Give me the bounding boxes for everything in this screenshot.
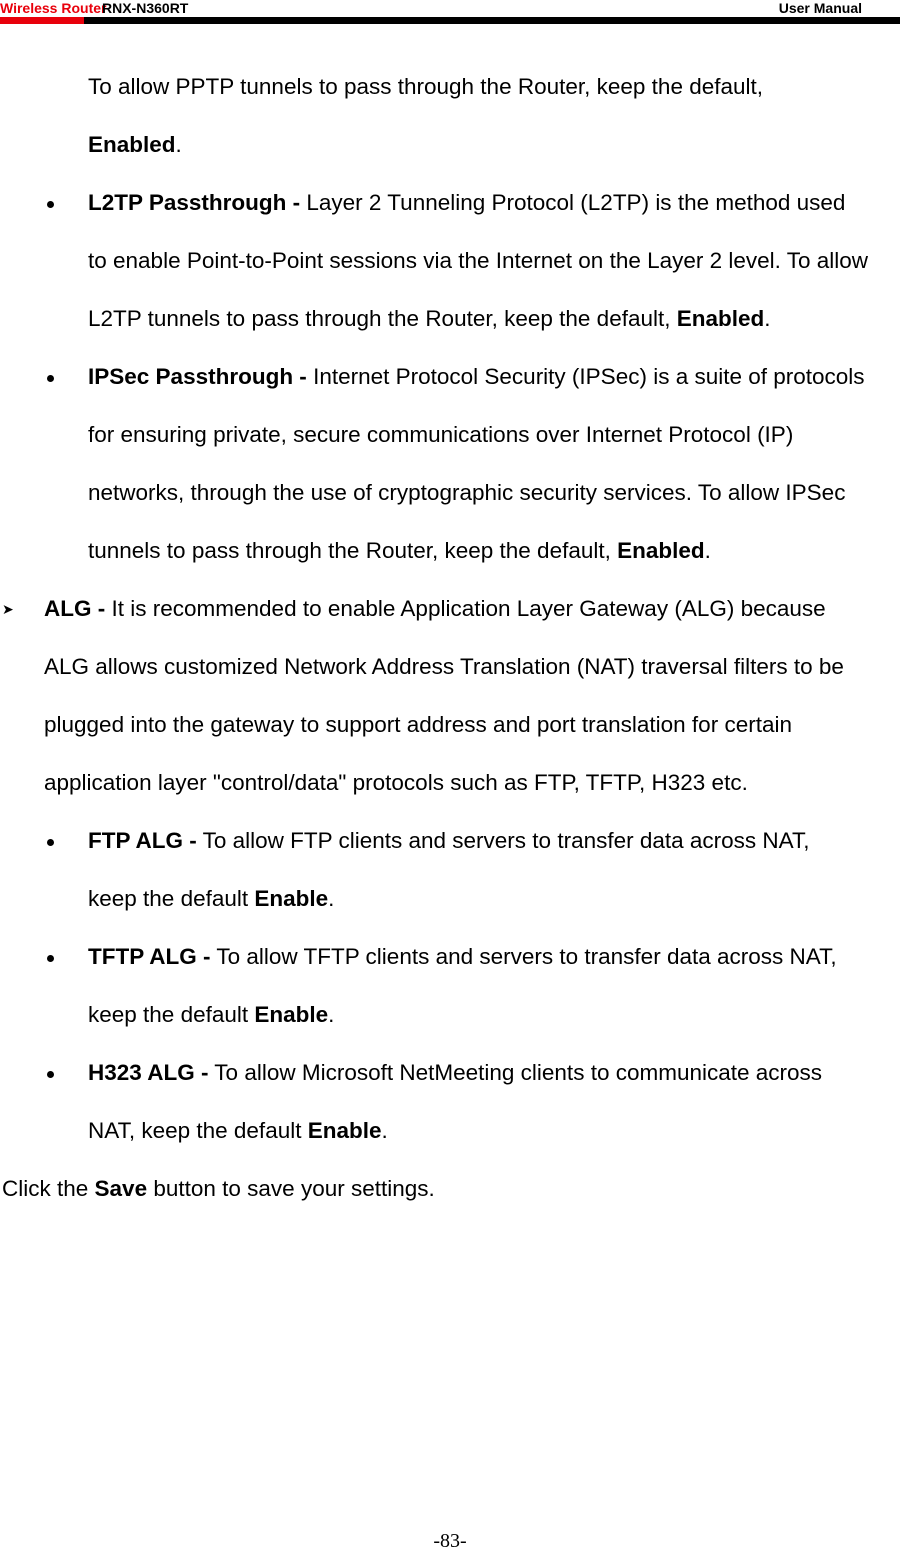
tftp-alg-item: TFTP ALG - To allow TFTP clients and servers to transfer data across NAT, keep the default Enable. <box>0 928 870 1044</box>
header-model: RNX-N360RT <box>102 0 189 16</box>
l2tp-item: L2TP Passthrough - Layer 2 Tunneling Protocol (L2TP) is the method used to enable Point-to-Point sessions via the Internet on the Layer 2 level. To allow L2TP tunnels to pass through the Router, keep the default, Enabled. <box>0 174 870 348</box>
bullet-dot-icon <box>47 1044 54 1102</box>
arrow-bullet-icon: ➤ <box>2 601 14 617</box>
ipsec-title: IPSec Passthrough - <box>88 364 307 389</box>
ftp-alg-item: FTP ALG - To allow FTP clients and servers to transfer data across NAT, keep the default Enable. <box>0 812 848 928</box>
header-brand: Wireless Router <box>0 0 107 16</box>
ftp-alg-default-value: Enable <box>254 886 329 911</box>
h323-alg-title: H323 ALG - <box>88 1060 209 1085</box>
h323-alg-item: H323 ALG - To allow Microsoft NetMeeting clients to communicate across NAT, keep the default Enable. <box>0 1044 848 1160</box>
header-rule-accent <box>0 17 84 24</box>
bullet-dot-icon <box>47 348 54 406</box>
header-doc-type: User Manual <box>778 0 862 16</box>
ftp-alg-title: FTP ALG - <box>88 828 197 853</box>
page-header <box>0 0 900 26</box>
l2tp-default-value: Enabled <box>676 306 765 331</box>
save-label: Save <box>94 1176 148 1201</box>
bullet-dot-icon <box>47 928 54 986</box>
l2tp-title: L2TP Passthrough - <box>88 190 301 215</box>
bullet-dot-icon <box>47 174 54 232</box>
ipsec-item: IPSec Passthrough - Internet Protocol Security (IPSec) is a suite of protocols for ensuring private, secure communications over Internet Protocol (IP) networks, through the use of cryptographic security services. To allow IPSec tunnels to pass through the Router, keep the default, Enabled. <box>0 348 870 580</box>
pptp-default-value: Enabled <box>88 132 176 157</box>
save-instruction: Click the Save button to save your settings. <box>2 1176 435 1201</box>
ipsec-default-value: Enabled <box>617 538 705 563</box>
alg-item: ➤ ALG - It is recommended to enable Application Layer Gateway (ALG) because ALG allows customized Network Address Translation (NAT) traversal filters to be plugged into the gateway to support address and port translation for certain application layer "control/data" protocols such as FTP, TFTP, H323 etc. <box>0 580 874 812</box>
page-body <box>0 58 900 1218</box>
tftp-alg-title: TFTP ALG - <box>88 944 211 969</box>
page-number: -83- <box>433 1530 467 1552</box>
bullet-dot-icon <box>47 812 54 870</box>
header-rule <box>0 17 900 24</box>
alg-title: ALG - <box>44 596 106 621</box>
pptp-continuation: To allow PPTP tunnels to pass through the Router, keep the default, Enabled. <box>88 74 764 157</box>
h323-alg-default-value: Enable <box>307 1118 382 1143</box>
tftp-alg-default-value: Enable <box>254 1002 329 1027</box>
